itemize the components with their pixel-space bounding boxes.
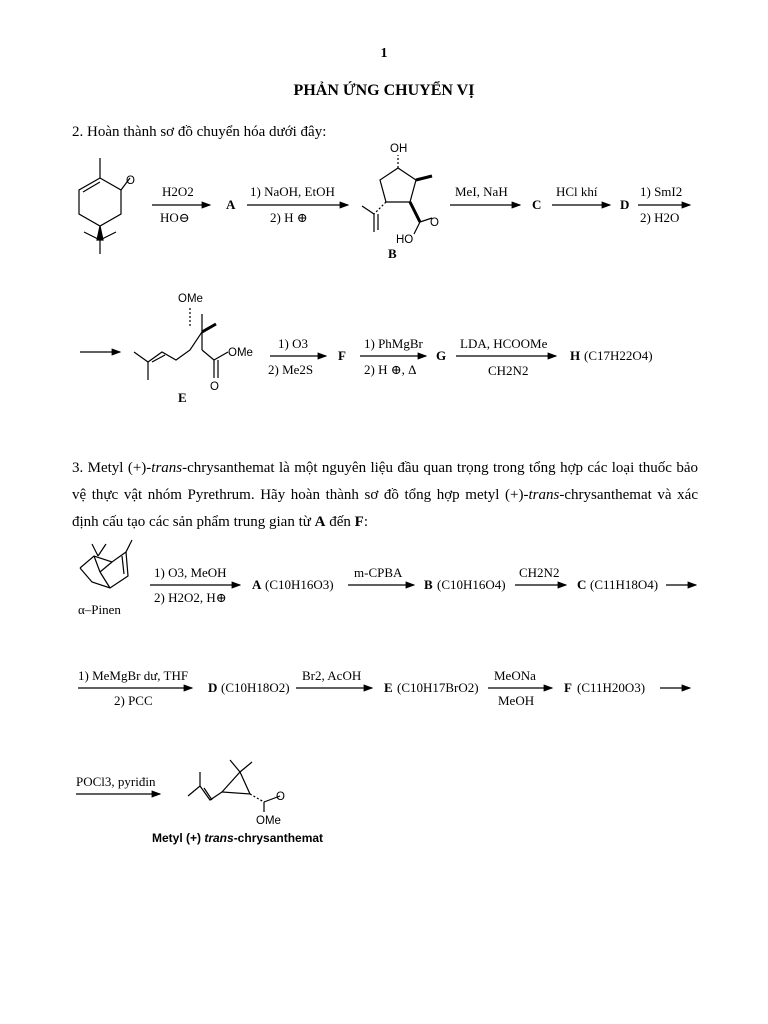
q2-compound-d: D bbox=[620, 197, 630, 212]
q2-step8-top: LDA, HCOOMe bbox=[460, 336, 548, 351]
q2-compound-e-label: E bbox=[178, 390, 187, 405]
page-title: PHẢN ỨNG CHUYỂN VỊ bbox=[293, 82, 475, 99]
q2-compound-g: G bbox=[436, 348, 447, 363]
carvone-o-label: O bbox=[126, 175, 135, 187]
compound-e-ome-top: OMe bbox=[178, 293, 203, 305]
q3-compound-a: A bbox=[252, 577, 262, 592]
q2-step2-top: 1) NaOH, EtOH bbox=[250, 184, 335, 199]
q2-step6-top: 1) O3 bbox=[278, 336, 308, 351]
compound-b-o: O bbox=[430, 217, 439, 229]
question-2-heading: 2. Hoàn thành sơ đồ chuyển hóa dưới đây: bbox=[72, 124, 327, 140]
q3-step4-top: 1) MeMgBr dư, THF bbox=[78, 668, 189, 683]
q3-step6-bottom: MeOH bbox=[498, 693, 535, 708]
q3-compound-d: D bbox=[208, 680, 218, 695]
carvone-structure bbox=[79, 158, 130, 254]
q2-step3-top: MeI, NaH bbox=[455, 184, 508, 199]
q3-step5-top: Br2, AcOH bbox=[302, 668, 362, 683]
q3-step1-top: 1) O3, MeOH bbox=[154, 565, 227, 580]
q2-step5-bottom: 2) H2O bbox=[640, 210, 680, 225]
q3-compound-e-formula: (C10H17BrO2) bbox=[397, 680, 479, 695]
alpha-pinene-structure bbox=[80, 540, 132, 588]
q3-compound-c: C bbox=[577, 577, 587, 592]
question-3-paragraph: 3. Metyl (+)-trans-chrysanthemat là một nguyên liệu đầu quan trọng trong tổng hợp các loại thuốc bảo vệ thực vật nhóm Pyrethrum. Hãy hoàn thành sơ đồ tổng hợp metyl (+)-trans-chrysanthemat và xác định cấu tạo các sản phẩm trung gian từ A đến F: bbox=[72, 460, 698, 530]
q3-step3-top: CH2N2 bbox=[519, 565, 560, 580]
q3-step2-top: m-CPBA bbox=[354, 565, 403, 580]
q2-step7-bottom: 2) H ⊕, Δ bbox=[364, 362, 417, 377]
q3-compound-f: F bbox=[564, 680, 572, 695]
q2-compound-c: C bbox=[532, 197, 542, 212]
q3-compound-e: E bbox=[384, 680, 393, 695]
q2-step5-top: 1) SmI2 bbox=[640, 184, 683, 199]
compound-b-oh: OH bbox=[390, 143, 408, 155]
product-ome: OMe bbox=[256, 815, 281, 827]
q2-step2-bottom: 2) H ⊕ bbox=[270, 210, 308, 225]
compound-e-ome-ester: OMe bbox=[228, 347, 253, 359]
q2-compound-h-formula: (C17H22O4) bbox=[584, 348, 653, 363]
compound-b-structure bbox=[362, 155, 432, 234]
chrysanthemate-structure bbox=[188, 760, 280, 812]
q2-compound-f: F bbox=[338, 348, 346, 363]
alpha-pinene-label: α–Pinen bbox=[78, 602, 121, 617]
q2-step1-bottom: HO⊖ bbox=[160, 210, 190, 225]
q2-compound-a: A bbox=[226, 197, 236, 212]
compound-e-structure bbox=[134, 306, 228, 380]
compound-e-o: O bbox=[210, 381, 219, 393]
q2-step7-top: 1) PhMgBr bbox=[364, 336, 423, 351]
q3-compound-c-formula: (C11H18O4) bbox=[590, 577, 659, 592]
q3-step1-bottom: 2) H2O2, H⊕ bbox=[154, 590, 227, 605]
q3-step7-top: POCl3, pyriđin bbox=[76, 774, 156, 789]
q3-step6-top: MeONa bbox=[494, 668, 536, 683]
compound-b-cooh: HO bbox=[396, 234, 414, 246]
q2-step6-bottom: 2) Me2S bbox=[268, 362, 314, 377]
q3-step4-bottom: 2) PCC bbox=[114, 693, 153, 708]
product-o: O bbox=[276, 791, 285, 803]
q3-compound-d-formula: (C10H18O2) bbox=[221, 680, 290, 695]
product-name: Metyl (+) trans-chrysanthemat bbox=[152, 831, 324, 845]
q3-compound-b-formula: (C10H16O4) bbox=[437, 577, 506, 592]
q2-step4-top: HCl khí bbox=[556, 184, 598, 199]
q3-compound-b: B bbox=[424, 577, 433, 592]
q2-compound-b-label: B bbox=[388, 246, 397, 261]
q2-compound-h: H bbox=[570, 348, 581, 363]
page-number: 1 bbox=[380, 46, 388, 61]
q3-compound-f-formula: (C11H20O3) bbox=[577, 680, 646, 695]
q2-step8-bottom: CH2N2 bbox=[488, 363, 529, 378]
q2-step1-top: H2O2 bbox=[162, 184, 194, 199]
q3-compound-a-formula: (C10H16O3) bbox=[265, 577, 334, 592]
